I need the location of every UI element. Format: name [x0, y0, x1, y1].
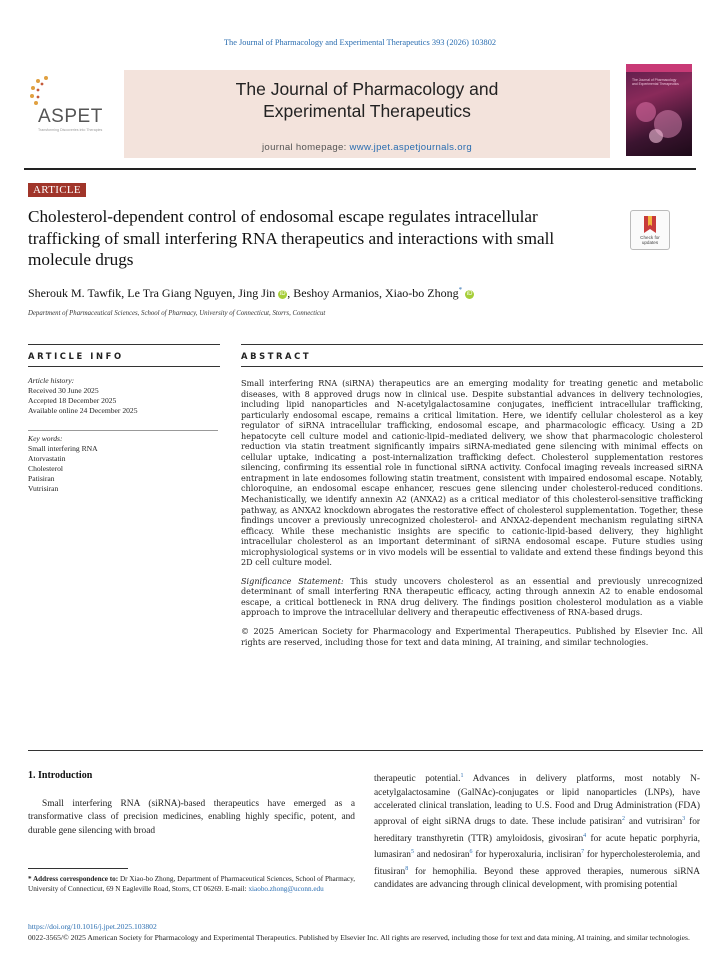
- significance-text: This study uncovers cholesterol as an essential and previously unrecognized determinant of small interfering RNA therapeutic efficacy, acting through annexin A2 to enable endosomal escape, a critical bottleneck in RNA drug delivery. The findings position cholesterol modulation as a viable approach to improve the intracellular delivery and therapeutic effectiveness of RNA-based drugs.: [241, 575, 703, 618]
- author-name[interactable]: Le Tra Giang Nguyen,: [127, 286, 239, 300]
- history-item: Received 30 June 2025: [28, 386, 99, 395]
- journal-title-line2: Experimental Therapeutics: [263, 101, 471, 121]
- doi-link[interactable]: https://doi.org/10.1016/j.jpet.2025.103802: [28, 922, 157, 931]
- keywords-label: Key words:: [28, 434, 63, 443]
- journal-title-line1: The Journal of Pharmacology and: [235, 79, 499, 99]
- check-label-line1: Check for: [640, 235, 660, 240]
- logo-text: ASPET: [38, 106, 103, 127]
- history-item: Accepted 18 December 2025: [28, 396, 117, 405]
- check-label-line2: updates: [641, 240, 659, 246]
- article-info-heading: ARTICLE INFO: [28, 351, 124, 361]
- header-divider: [24, 168, 696, 170]
- info-top-rule: [28, 344, 220, 345]
- journal-banner: [124, 70, 610, 158]
- correspondence-email[interactable]: xiaobo.zhong@uconn.edu: [248, 885, 324, 894]
- intro-text: for hemophilia. Beyond these approved therapies, numerous siRNA candidates are advancing through clinical development, with promising potential: [374, 867, 700, 891]
- aspet-logo[interactable]: [26, 72, 114, 156]
- abstract-copyright: © 2025 American Society for Pharmacology and Experimental Therapeutics. Published by Elsevier Inc. All rights are reserved, including those for text and data mining, AI training, and similar technologies.: [241, 626, 703, 647]
- intro-text: therapeutic potential.: [374, 774, 461, 785]
- keyword[interactable]: Small interfering RNA: [28, 444, 98, 453]
- keyword[interactable]: Cholesterol: [28, 464, 64, 473]
- intro-column-1: Small interfering RNA (siRNA)-based therapeutics have emerged as a transformative class of precision medicines, enabling highly specific, potent, and durable gene silencing with broad: [28, 799, 355, 836]
- aspet-logo-icon: [26, 72, 66, 108]
- footer-copyright: 0022-3565/© 2025 American Society for Pharmacology and Experimental Therapeutics. Published by Elsevier Inc. All rights are reserved, including those for text and data mining, AI training, and similar technologies.: [28, 933, 690, 942]
- author-name[interactable]: Sherouk M. Tawfik,: [28, 286, 128, 300]
- orcid-icon[interactable]: iD: [466, 290, 473, 297]
- correspondence-label: * Address correspondence to:: [28, 875, 120, 883]
- author-name[interactable]: , Beshoy Armanios,: [287, 286, 385, 300]
- check-for-updates-button[interactable]: [630, 210, 670, 250]
- abstract-heading: ABSTRACT: [241, 351, 312, 361]
- author-name[interactable]: Jing Jin: [238, 286, 276, 300]
- homepage-link[interactable]: www.jpet.aspetjournals.org: [349, 142, 472, 153]
- abstract-body: [241, 378, 703, 655]
- intro-text: and vutrisiran: [624, 817, 683, 828]
- cover-art: [626, 64, 692, 156]
- citation-link[interactable]: 6: [469, 849, 473, 856]
- intro-text: for hyperoxaluria, inclisiran: [472, 850, 582, 861]
- keyword[interactable]: Vutrisiran: [28, 484, 59, 493]
- corresponding-mark[interactable]: *: [458, 286, 463, 294]
- intro-text: for acute hepatic porphyria, lumasiran: [374, 834, 700, 861]
- article-info: [28, 376, 218, 494]
- significance-statement: [241, 576, 703, 618]
- history-item: Available online 24 December 2025: [28, 406, 138, 415]
- check-for-updates-label: [631, 235, 669, 246]
- journal-cover[interactable]: [626, 64, 692, 156]
- citation-link[interactable]: 8: [405, 865, 409, 872]
- affiliation: Department of Pharmaceutical Sciences, School of Pharmacy, University of Connecticut, Storrs, Connecticut: [28, 310, 326, 317]
- citation-link[interactable]: 5: [410, 849, 414, 856]
- citation-link[interactable]: 3: [682, 816, 686, 823]
- intro-text: and nedosiran: [413, 850, 470, 861]
- intro-text: for hereditary transthyretin (TTR) amyloidosis, givosiran: [374, 817, 701, 844]
- journal-homepage: [124, 142, 610, 153]
- citation-link[interactable]: 7: [581, 849, 585, 856]
- intro-text: for hypercholesterolemia, and fitusiran: [374, 850, 701, 878]
- info-sub-rule: [28, 366, 220, 367]
- article-title: Cholesterol-dependent control of endosomal escape regulates intracellular trafficking of small interfering RNA therapeutics and interactions with small molecule drugs: [28, 207, 555, 269]
- history-label: Article history:: [28, 376, 75, 385]
- logo-tagline: Transforming Discoveries into Therapies: [38, 128, 103, 132]
- abstract-text: Small interfering RNA (siRNA) therapeutics are an emerging modality for treating genetic and metabolic diseases, with 8 approved drugs now in clinical use. Despite substantial advances in delivery technologies, including lipid nanoparticles and N-acetylgalactosamine conjugates, inefficient intracellular trafficking, particularly endosomal escape, remains a critical limitation. Here, we identify cellular cholesterol as a key regulator of siRNA intracellular trafficking, endosomal escape, and pharmacologic efficacy. Using a 2D hepatocyte cell culture model and cationic-lipid–mediated delivery, we show that pharmacologic cholesterol reduction via statin treatment significantly impairs siRNA-mediated gene silencing with minimal effects on cellular uptake, indicating a post-internalization trafficking defect. Cholesterol supplementation restores silencing, confirming its essential role in functional siRNA activity. Confocal imaging reveals increased siRNA entrapment in late endosomes following statin treatment, consistent with impaired endosomal escape. Notably, chloroquine, an endosomal escape enhancer, rescues gene silencing under cholesterol-reduced conditions. Mechanistically, we identify annexin A2 (ANXA2) as a critical mediator of this cholesterol-sensitive trafficking pathway, as ANXA2 knockdown abrogates the restorative effect of cholesterol supplementation. Together, these findings uncover a previously unrecognized cholesterol- and ANXA2-dependent mechanism regulating siRNA efficacy. While these mechanistic insights are specific to cationic-lipid-based delivery, they highlight intracellular cholesterol as an important determinant of siRNA endosomal escape. Future studies using microphysiological systems or in vivo models will be essential to validate and extend these findings beyond this 2D cell culture model.: [241, 378, 703, 568]
- abstract-sub-rule: [241, 366, 703, 367]
- homepage-label: journal homepage:: [262, 142, 350, 153]
- keyword[interactable]: Atorvastatin: [28, 454, 66, 463]
- author-list: [28, 286, 708, 301]
- article-type-badge: ARTICLE: [28, 183, 86, 197]
- intro-text: Advances in delivery platforms, most notably N-acetylgalactosamine (GalNAc)-conjugates or lipid nanoparticles (LNPs), have accelerated clinical translation, leading to U.S. Food and Drug Administration (FDA) approval of eight siRNA drugs to date. These include patisiran: [374, 774, 700, 828]
- cover-title: The Journal of Pharmacology and Experimental Therapeutics: [632, 78, 679, 86]
- running-head: The Journal of Pharmacology and Experimental Therapeutics 393 (2026) 103802: [223, 38, 497, 47]
- keyword[interactable]: Patisiran: [28, 474, 55, 483]
- citation-link[interactable]: 1: [460, 773, 464, 779]
- orcid-icon[interactable]: iD: [279, 290, 286, 297]
- abstract-top-rule: [241, 344, 703, 345]
- journal-title: [124, 78, 610, 122]
- correspondence-note: [28, 874, 358, 894]
- footnote-rule: [28, 868, 128, 869]
- intro-heading: 1. Introduction: [28, 770, 93, 781]
- bookmark-icon: [631, 213, 669, 237]
- intro-column-2: [374, 770, 700, 893]
- abstract-bottom-rule: [28, 750, 703, 751]
- citation-link[interactable]: 4: [583, 832, 587, 839]
- author-name[interactable]: Xiao-bo Zhong: [384, 286, 459, 300]
- citation-link[interactable]: 2: [621, 816, 625, 823]
- correspondence-text: Dr Xiao-bo Zhong, Department of Pharmaceutical Sciences, School of Pharmacy, University of Connecticut, 69 N Eagleville Road, Storrs, CT 06269. E-mail:: [28, 875, 356, 894]
- significance-label: Significance Statement:: [241, 575, 344, 586]
- info-separator: [28, 430, 218, 431]
